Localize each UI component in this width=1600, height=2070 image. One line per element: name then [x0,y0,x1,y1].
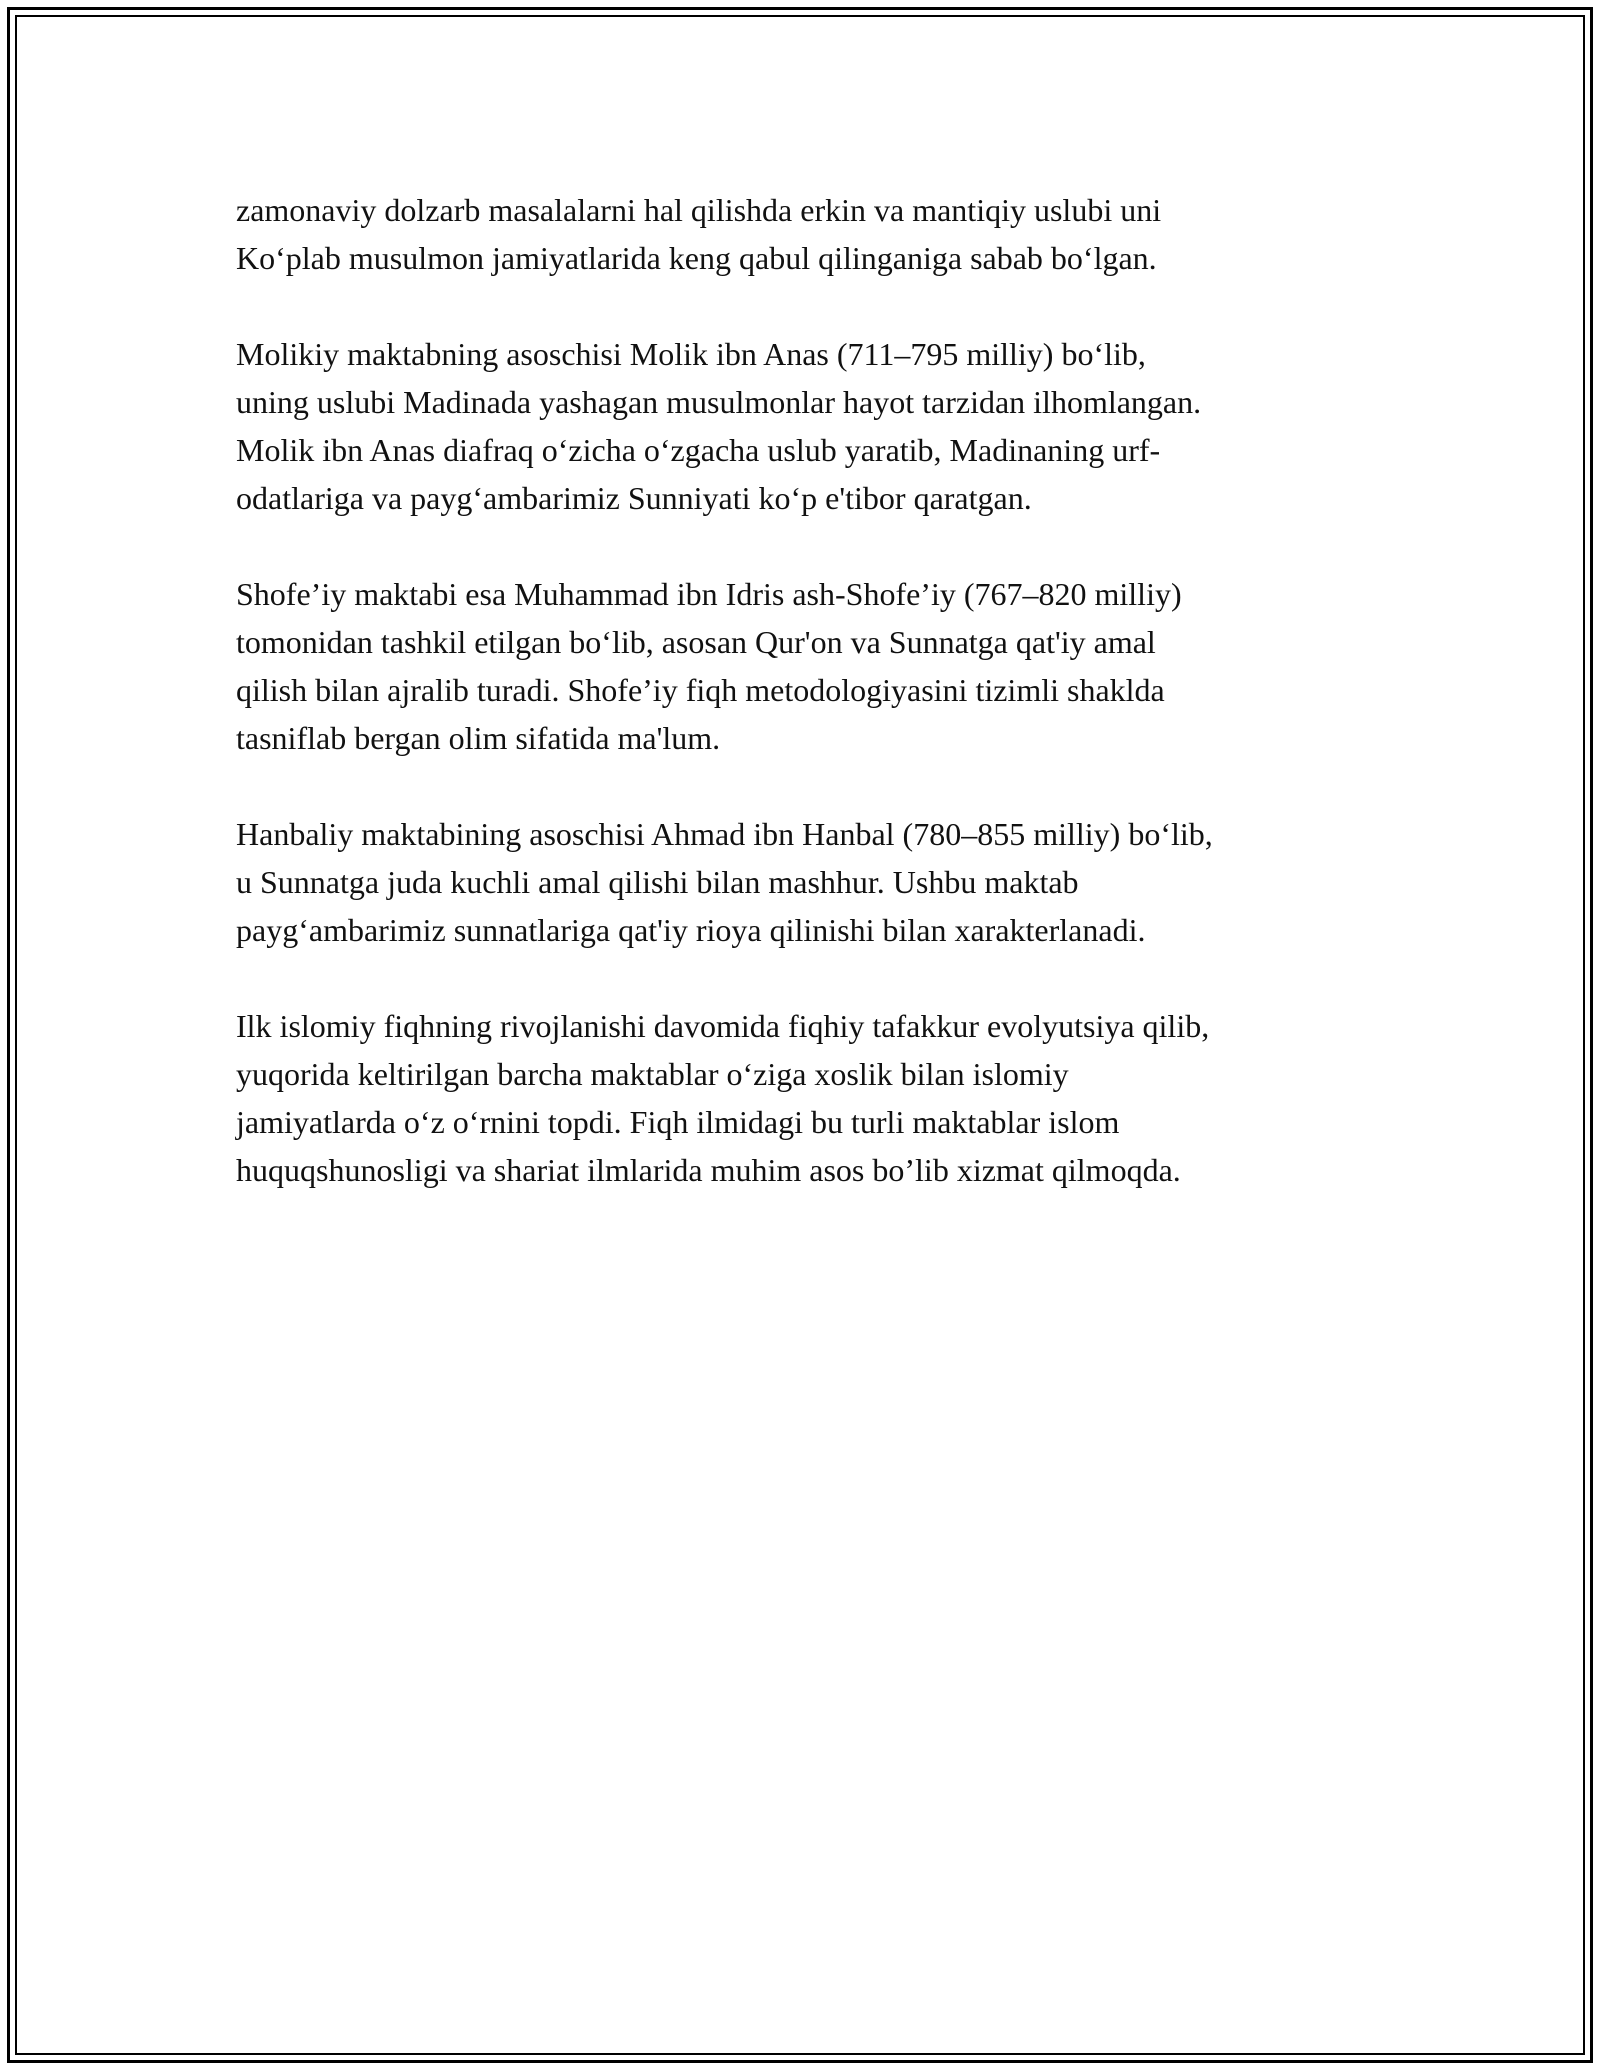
text-line: qilish bilan ajralib turadi. Shofe’iy fiqh metodologiyasini tizimli shaklda [236,672,1165,708]
text-line: Shofe’iy maktabi esa Muhammad ibn Idris ash-Shofe’iy (767–820 milliy) [236,576,1182,612]
text-line: Molik ibn Anas diafraq o‘zicha o‘zgacha uslub yaratib, Madinaning urf- [236,432,1161,468]
text-line: u Sunnatga juda kuchli amal qilishi bilan mashhur. Ushbu maktab [236,864,1079,900]
text-line: tasniflab bergan olim sifatida ma'lum. [236,720,721,756]
paragraph-hanafi-conclusion [236,186,1366,282]
paragraph-conclusion [236,1002,1366,1194]
text-line: Ko‘plab musulmon jamiyatlarida keng qabul qilinganiga sabab bo‘lgan. [236,240,1157,276]
text-line: uning uslubi Madinada yashagan musulmonlar hayot tarzidan ilhomlangan. [236,384,1202,420]
paragraph-hanbali [236,810,1366,954]
text-line: Hanbaliy maktabining asoschisi Ahmad ibn Hanbal (780–855 milliy) bo‘lib, [236,816,1213,852]
text-line: Molikiy maktabning asoschisi Molik ibn Anas (711–795 milliy) bo‘lib, [236,336,1146,372]
text-line: Ilk islomiy fiqhning rivojlanishi davomida fiqhiy tafakkur evolyutsiya qilib, [236,1008,1210,1044]
text-line: jamiyatlarda o‘z o‘rnini topdi. Fiqh ilmidagi bu turli maktablar islom [236,1104,1120,1140]
text-line: odatlariga va payg‘ambarimiz Sunniyati ko‘p e'tibor qaratgan. [236,480,1032,516]
paragraph-shafii [236,570,1366,762]
text-line: zamonaviy dolzarb masalalarni hal qilishda erkin va mantiqiy uslubi uni [236,192,1162,228]
text-line: yuqorida keltirilgan barcha maktablar o‘ziga xoslik bilan islomiy [236,1056,1069,1092]
text-line: tomonidan tashkil etilgan bo‘lib, asosan Qur'on va Sunnatga qat'iy amal [236,624,1156,660]
text-line: payg‘ambarimiz sunnatlariga qat'iy rioya qilinishi bilan xarakterlanadi. [236,912,1146,948]
document-body [236,186,1366,1242]
text-line: huquqshunosligi va shariat ilmlarida muhim asos bo’lib xizmat qilmoqda. [236,1152,1181,1188]
paragraph-maliki [236,330,1366,522]
